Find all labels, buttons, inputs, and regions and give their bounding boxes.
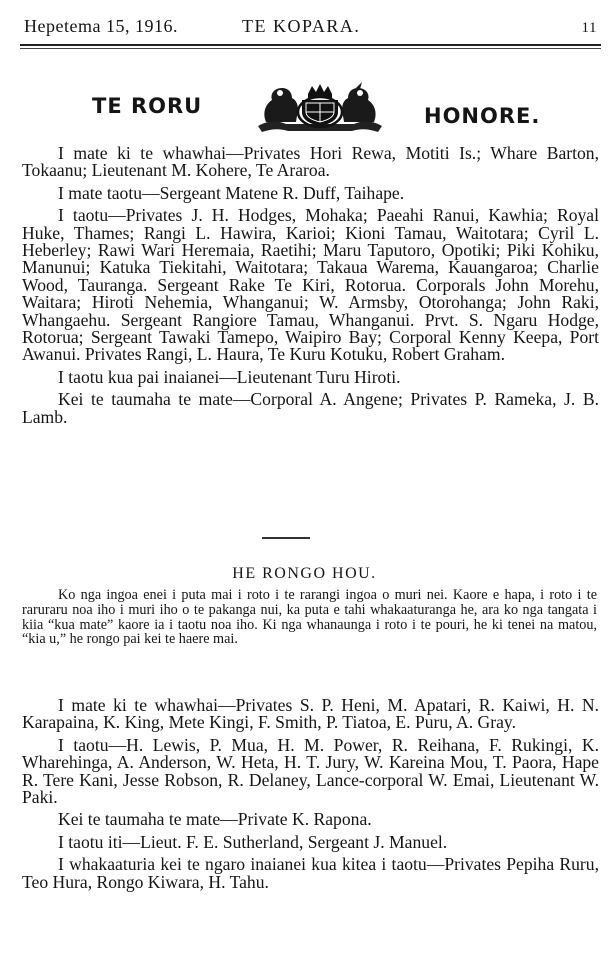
issue-date: Hepetema 15, 1916. — [24, 16, 178, 36]
roll-of-honour-list — [22, 145, 599, 431]
roll-of-honour-title — [0, 82, 609, 142]
roll-entry-died-of-wounds: I mate taotu—Sergeant Matene R. Duff, Taihape. — [58, 182, 405, 203]
news-entry-seriously-ill: Kei te taumaha te mate—Private K. Rapona. — [58, 809, 372, 830]
news-entry-slightly-wounded: I taotu iti—Lieut. F. E. Sutherland, Sergeant J. Manuel. — [58, 831, 448, 852]
news-entry-wounded: I taotu—H. Lewis, P. Mua, H. M. Power, R. Reihana, F. Rukingi, K. Wharehinga, A. Anderson, W. Heta, H. T. Jury, W. Kareina Mou, T. Paora, Hape R. Tere Kani, Jesse Robson, R. Delaney, Lance-corporal W. Emai, Lieutenant W. Paki. — [22, 734, 599, 808]
news-entry-missing-found: I whakaaturia kei te ngaro inaianei kua kitea i taotu—Privates Pepiha Ruru, Teo Hura, Rongo Kiwara, H. Tahu. — [22, 854, 599, 892]
news-intro — [22, 588, 597, 647]
page-number: 11 — [581, 20, 597, 36]
header-rule-thin — [20, 48, 601, 49]
coat-of-arms-icon — [252, 82, 388, 134]
running-header — [24, 16, 597, 42]
news-heading: HE RONGO HOU. — [232, 565, 377, 582]
newspaper-name: TE KOPARA. — [242, 16, 361, 36]
roll-entry-wounded: I taotu—Privates J. H. Hodges, Mohaka; Paeahi Ranui, Kawhia; Royal Huke, Thames; Rangi L. Hawira, Karioi; Kioni Tamau, Waitotara; Cyril L. Heberley; Rawi Wari Heremaia, Raetihi; Maru Taputoro, Opotiki; Piki Kohiku, Manunui; Katuka Tiekitahi, Waitotara; Takaua Warema, Kauangaroa; Charlie Wood, Tauranga. Sergeant Rake Te Kiri, Rotorua. Corporals John Morehu, Waitara; Hiroti Nehemia, Whanganui; W. Armsby, Otorohanga; John Raki, Whangaehu. Sergeant Rangiore Tamau, Whanganui. Prvt. S. Ngaru Hodge, Rotorua; Sergeant Tawaki Tamepo, Waipiro Bay; Corporal Kenny Keepa, Port Awanui. Privates Rangi, L. Haura, Te Kuru Kotuku, Robert Graham. — [22, 205, 599, 365]
title-left-text: TE RORU — [92, 94, 203, 118]
header-rule — [20, 44, 601, 46]
news-intro-paragraph: Ko nga ingoa enei i puta mai i roto i te rarangi ingoa o muri nei. Kaore e hapa, i roto i te raruraru noa iho i muri iho o te pakanga nui, ka puta e tahi whakaaturanga he, ara ko nga tangata i kiia “kua mate” kaore ia i taotu noa iho. Ki nga whanaunga i roto i te pouri, he ki tenei na matou, “kia u,” he rongo pai kei te haere mai. — [22, 587, 597, 648]
roll-entry-killed: I mate ki te whawhai—Privates Hori Rewa, Motiti Is.; Whare Barton, Tokaanu; Lieutenant M. Kohere, Te Araroa. — [22, 143, 599, 181]
title-right-text: HONORE. — [424, 104, 541, 128]
news-list — [22, 697, 599, 896]
news-entry-killed: I mate ki te whawhai—Privates S. P. Heni, M. Apatari, R. Kaiwi, H. N. Karapaina, K. King, Mete Kingi, F. Smith, P. Tiatoa, E. Puru, A. Gray. — [22, 695, 599, 733]
roll-entry-recovered: I taotu kua pai inaianei—Lieutenant Turu Hiroti. — [58, 366, 401, 387]
section-divider — [262, 537, 310, 539]
roll-entry-seriously-ill: Kei te taumaha te mate—Corporal A. Angene; Privates P. Rameka, J. B. Lamb. — [22, 389, 599, 427]
